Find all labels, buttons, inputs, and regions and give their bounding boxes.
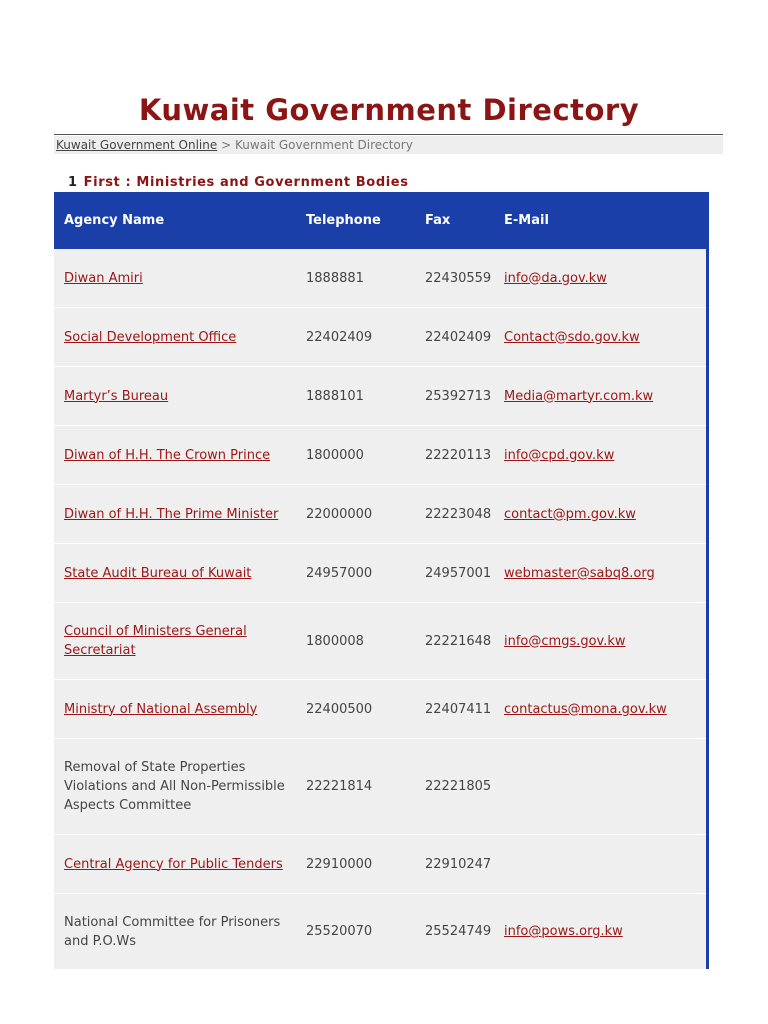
breadcrumb-current: Kuwait Government Directory	[234, 138, 413, 152]
agency-name-text: National Committee for Prisoners and P.O.Ws	[64, 914, 281, 949]
telephone-cell: 22402409	[306, 329, 373, 345]
email-link[interactable]: info@cmgs.gov.kw	[504, 633, 626, 649]
email-link[interactable]: info@pows.org.kw	[504, 924, 623, 939]
agency-link[interactable]: Martyr’s Bureau	[64, 388, 169, 404]
email-link[interactable]: contactus@mona.gov.kw	[504, 701, 667, 717]
agency-link[interactable]: Social Development Office	[64, 329, 237, 345]
table-row	[54, 249, 706, 308]
header-email: E-Mail	[504, 213, 549, 228]
table-row	[54, 680, 706, 739]
telephone-cell: 22000000	[306, 506, 373, 522]
table-row	[54, 603, 706, 680]
agency-link[interactable]: State Audit Bureau of Kuwait	[64, 565, 252, 581]
breadcrumb	[54, 136, 723, 154]
breadcrumb-home-link[interactable]: Kuwait Government Online	[56, 138, 218, 152]
fax-cell: 22430559	[425, 270, 492, 286]
table-row	[54, 544, 706, 603]
fax-cell: 22221805	[425, 779, 492, 794]
email-link[interactable]: Media@martyr.com.kw	[504, 388, 654, 404]
fax-cell: 25392713	[425, 388, 492, 404]
email-link[interactable]: Contact@sdo.gov.kw	[504, 329, 640, 345]
telephone-cell: 1800008	[306, 633, 364, 649]
section-heading	[68, 175, 409, 190]
header-fax: Fax	[425, 213, 451, 228]
table-row	[54, 367, 706, 426]
telephone-cell: 22400500	[306, 701, 373, 717]
email-link[interactable]: webmaster@sabq8.org	[504, 565, 655, 581]
telephone-cell: 24957000	[306, 565, 373, 581]
directory-table	[54, 192, 709, 969]
fax-cell: 25524749	[425, 924, 492, 939]
fax-cell: 24957001	[425, 565, 492, 581]
table-row	[54, 485, 706, 544]
header-agency-name: Agency Name	[64, 213, 165, 228]
email-link[interactable]: info@cpd.gov.kw	[504, 447, 615, 463]
table-row	[54, 739, 706, 835]
header-telephone: Telephone	[306, 213, 381, 228]
email-link[interactable]: contact@pm.gov.kw	[504, 506, 636, 522]
table-header-row	[54, 192, 706, 249]
agency-link[interactable]: Council of Ministers General Secretariat	[64, 624, 247, 658]
agency-link[interactable]: Central Agency for Public Tenders	[64, 856, 283, 872]
agency-link[interactable]: Ministry of National Assembly	[64, 701, 258, 717]
telephone-cell: 25520070	[306, 924, 373, 939]
fax-cell: 22910247	[425, 856, 492, 872]
fax-cell: 22402409	[425, 329, 492, 345]
telephone-cell: 22221814	[306, 779, 373, 794]
table-row	[54, 308, 706, 367]
breadcrumb-separator: >	[217, 138, 235, 152]
agency-link[interactable]: Diwan of H.H. The Crown Prince	[64, 447, 271, 463]
telephone-cell: 1888881	[306, 270, 364, 286]
email-link[interactable]: info@da.gov.kw	[504, 270, 607, 286]
section-title: First : Ministries and Government Bodies	[83, 175, 409, 190]
fax-cell: 22407411	[425, 701, 492, 717]
agency-link[interactable]: Diwan of H.H. The Prime Minister	[64, 506, 279, 522]
telephone-cell: 1800000	[306, 447, 364, 463]
fax-cell: 22220113	[425, 447, 492, 463]
title-divider	[54, 134, 723, 135]
page-title: Kuwait Government Directory	[138, 93, 640, 127]
agency-name-text: Removal of State Properties Violations and All Non-Permissible Aspects Committee	[64, 760, 285, 813]
table-row	[54, 894, 706, 969]
section-number: 1	[68, 175, 78, 190]
table-row	[54, 835, 706, 894]
fax-cell: 22223048	[425, 506, 492, 522]
fax-cell: 22221648	[425, 633, 492, 649]
agency-link[interactable]: Diwan Amiri	[64, 270, 143, 286]
telephone-cell: 1888101	[306, 388, 364, 404]
telephone-cell: 22910000	[306, 856, 373, 872]
table-row	[54, 426, 706, 485]
